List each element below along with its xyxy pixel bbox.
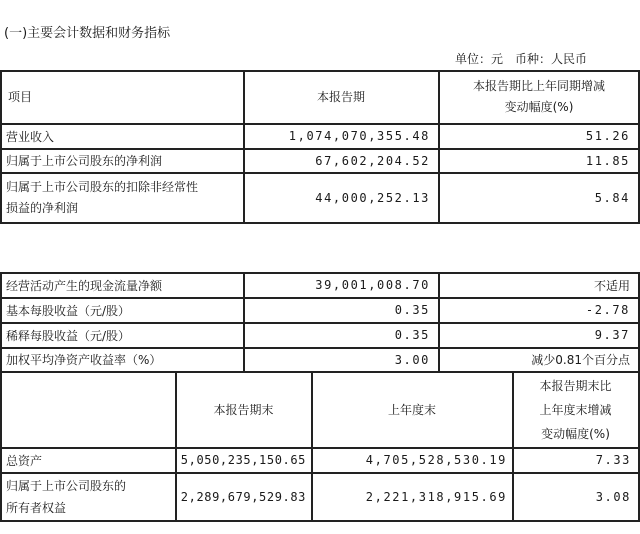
row-equity-label-line2: 所有者权益 — [6, 500, 67, 515]
row-basic-eps-label: 基本每股收益（元/股） — [6, 303, 131, 318]
row-total-assets-prior-year-end: 4,705,528,530.19 — [365, 453, 507, 467]
row-operating-cashflow-value: 39,001,008.70 — [315, 278, 430, 292]
row-revenue-change: 51.26 — [585, 129, 630, 143]
header-balance-change-line3: 变动幅度(%) — [541, 426, 610, 441]
row-diluted-eps-change: 9.37 — [594, 328, 630, 342]
header-period-end: 本报告期末 — [213, 403, 274, 417]
row-deducted-profit-change: 5.84 — [594, 191, 630, 205]
row-equity-label-line1: 归属于上市公司股东的 — [6, 478, 127, 493]
row-equity-change: 3.08 — [595, 489, 631, 504]
row-net-profit-label: 归属于上市公司股东的净利润 — [6, 154, 163, 168]
row-diluted-eps-label: 稀释每股收益（元/股） — [6, 328, 131, 343]
row-basic-eps-change: -2.78 — [585, 303, 630, 317]
row-equity-prior-year-end: 2,221,318,915.69 — [365, 489, 507, 504]
row-weighted-roe-label: 加权平均净资产收益率（%） — [6, 353, 162, 367]
row-net-profit-value: 67,602,204.52 — [315, 153, 430, 168]
row-weighted-roe-change: 减少0.81个百分点 — [531, 353, 630, 367]
header-balance-change-line2: 上年度末增减 — [539, 402, 612, 417]
header-balance-change-line1: 本报告期末比 — [539, 378, 612, 393]
row-deducted-profit-value: 44,000,252.13 — [315, 191, 430, 205]
row-weighted-roe-value: 3.00 — [394, 352, 430, 367]
header-item: 项目 — [8, 90, 33, 104]
row-basic-eps-value: 0.35 — [394, 303, 430, 317]
row-total-assets-label: 总资产 — [6, 453, 43, 468]
row-operating-cashflow-label: 经营活动产生的现金流量净额 — [6, 278, 163, 293]
section-title: (一)主要会计数据和财务指标 — [4, 26, 171, 41]
header-prior-year-end: 上年度末 — [387, 403, 436, 417]
header-change-line2: 变动幅度(%) — [504, 100, 574, 114]
row-deducted-profit-label-line1: 归属于上市公司股东的扣除非经常性 — [6, 180, 199, 194]
row-operating-cashflow-change: 不适用 — [593, 278, 630, 293]
row-diluted-eps-value: 0.35 — [394, 328, 430, 342]
row-revenue-value: 1,074,070,355.48 — [288, 129, 430, 143]
row-net-profit-change: 11.85 — [585, 153, 630, 168]
row-total-assets-change: 7.33 — [595, 453, 631, 467]
row-revenue-label: 营业收入 — [6, 129, 55, 144]
row-deducted-profit-label-line2: 损益的净利润 — [6, 201, 79, 215]
header-current-period: 本报告期 — [316, 90, 365, 104]
unit-currency-line: 单位：元 币种：人民币 — [455, 52, 588, 66]
row-total-assets-period-end: 5,050,235,150.65 — [180, 453, 306, 467]
row-equity-period-end: 2,289,679,529.83 — [180, 489, 306, 504]
header-change-line1: 本报告期比上年同期增减 — [472, 79, 605, 93]
